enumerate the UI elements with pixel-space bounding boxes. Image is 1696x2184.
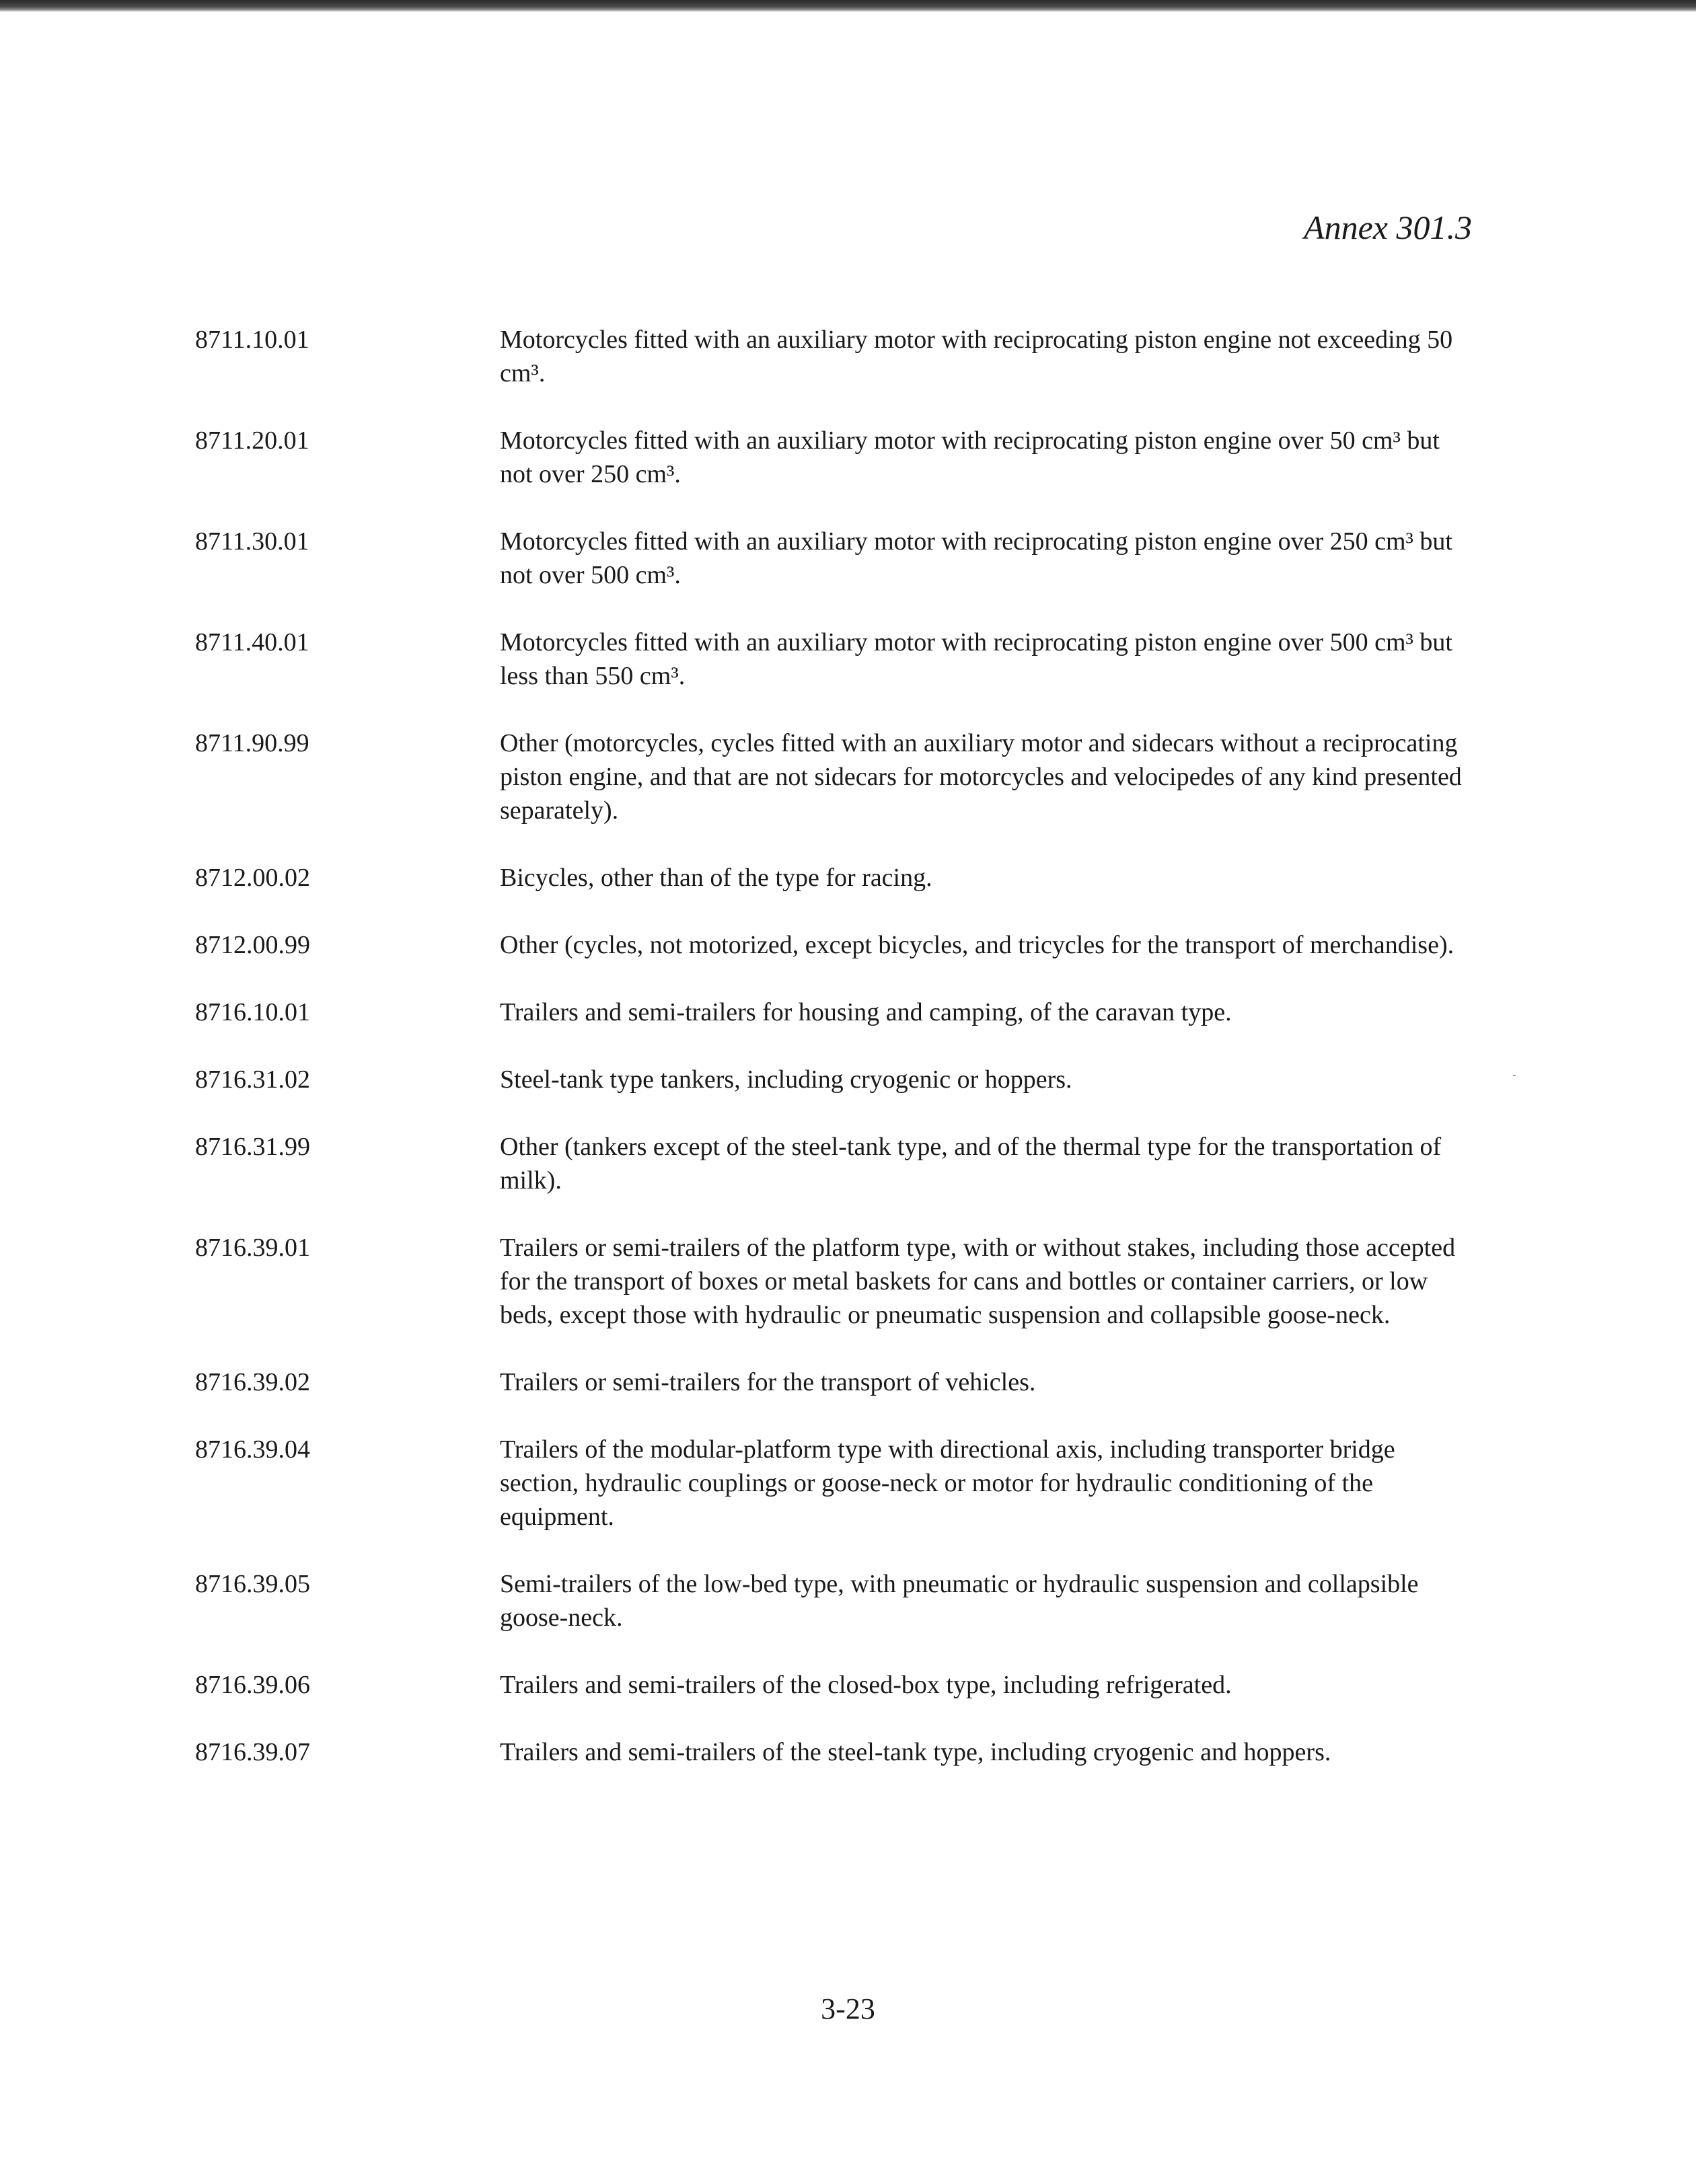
tariff-code: 8716.39.02 — [195, 1368, 310, 1396]
tariff-entry — [195, 861, 1473, 895]
tariff-entry — [195, 1130, 1473, 1197]
tariff-description: Other (cycles, not motorized, except bicycles, and tricycles for the transport of merchandise). — [500, 931, 1454, 959]
tariff-entry — [195, 1063, 1473, 1096]
tariff-description: Trailers or semi-trailers for the transport of vehicles. — [500, 1368, 1036, 1396]
tariff-code: 8716.39.07 — [195, 1738, 310, 1766]
tariff-code: 8716.39.06 — [195, 1671, 310, 1699]
tariff-description: Other (motorcycles, cycles fitted with an auxiliary motor and sidecars without a reciprocating piston engine, and that are not sidecars for motorcycles and velocipedes of any kind presented separately). — [500, 729, 1462, 825]
tariff-description: Semi-trailers of the low-bed type, with pneumatic or hydraulic suspension and collapsible goose-neck. — [500, 1570, 1419, 1632]
tariff-code: 8711.10.01 — [195, 326, 309, 354]
tariff-entry — [195, 1567, 1473, 1634]
tariff-entry — [195, 995, 1473, 1029]
tariff-description: Trailers and semi-trailers of the closed-box type, including refrigerated. — [500, 1671, 1232, 1699]
tariff-entry — [195, 1735, 1473, 1769]
tariff-description: Other (tankers except of the steel-tank type, and of the thermal type for the transportation of milk). — [500, 1133, 1442, 1195]
tariff-description: Motorcycles fitted with an auxiliary motor with reciprocating piston engine over 250 cm³ but not over 500 cm³. — [500, 527, 1452, 589]
tariff-entry — [195, 1668, 1473, 1702]
tariff-code: 8716.10.01 — [195, 998, 310, 1026]
tariff-entry — [195, 525, 1473, 592]
tariff-code: 8712.00.99 — [195, 931, 310, 959]
tariff-description: Trailers and semi-trailers of the steel-tank type, including cryogenic and hoppers. — [500, 1738, 1331, 1766]
tariff-code: 8716.31.02 — [195, 1065, 310, 1094]
tariff-code: 8711.40.01 — [195, 628, 309, 656]
tariff-description: Trailers of the modular-platform type with directional axis, including transporter bridge section, hydraulic couplings or goose-neck or motor for hydraulic conditioning of the equipment. — [500, 1435, 1395, 1531]
tariff-code: 8716.39.04 — [195, 1435, 310, 1464]
tariff-code: 8716.39.01 — [195, 1234, 310, 1262]
tariff-description: Motorcycles fitted with an auxiliary motor with reciprocating piston engine over 500 cm³ but less than 550 cm³. — [500, 628, 1452, 690]
scan-speck — [1513, 1075, 1516, 1076]
tariff-entry — [195, 1433, 1473, 1534]
tariff-code: 8716.39.05 — [195, 1570, 310, 1598]
annex-title: Annex 301.3 — [1304, 209, 1472, 246]
tariff-code: 8711.90.99 — [195, 729, 309, 757]
scan-border — [0, 0, 1696, 12]
tariff-description: Motorcycles fitted with an auxiliary motor with reciprocating piston engine over 50 cm³ but not over 250 cm³. — [500, 426, 1440, 488]
tariff-entry — [195, 424, 1473, 491]
tariff-list — [195, 323, 1473, 1769]
page-number: 3-23 — [821, 1992, 875, 2025]
tariff-code: 8711.30.01 — [195, 527, 309, 556]
tariff-description: Motorcycles fitted with an auxiliary motor with reciprocating piston engine not exceeding 50 cm³. — [500, 326, 1453, 387]
tariff-code: 8711.20.01 — [195, 426, 309, 455]
tariff-entry — [195, 928, 1473, 962]
tariff-entry — [195, 1231, 1473, 1332]
tariff-description: Trailers and semi-trailers for housing and camping, of the caravan type. — [500, 998, 1232, 1026]
tariff-code: 8716.31.99 — [195, 1133, 310, 1161]
tariff-entry — [195, 323, 1473, 390]
tariff-description: Bicycles, other than of the type for racing. — [500, 864, 932, 892]
tariff-description: Steel-tank type tankers, including cryogenic or hoppers. — [500, 1065, 1072, 1094]
tariff-entry — [195, 1365, 1473, 1399]
tariff-code: 8712.00.02 — [195, 864, 310, 892]
tariff-entry — [195, 726, 1473, 827]
tariff-entry — [195, 626, 1473, 693]
tariff-description: Trailers or semi-trailers of the platform type, with or without stakes, including those accepted for the transport of boxes or metal baskets for cans and bottles or container carriers, or low beds, except those with hydraulic or pneumatic suspension and collapsible goose-neck. — [500, 1234, 1456, 1329]
